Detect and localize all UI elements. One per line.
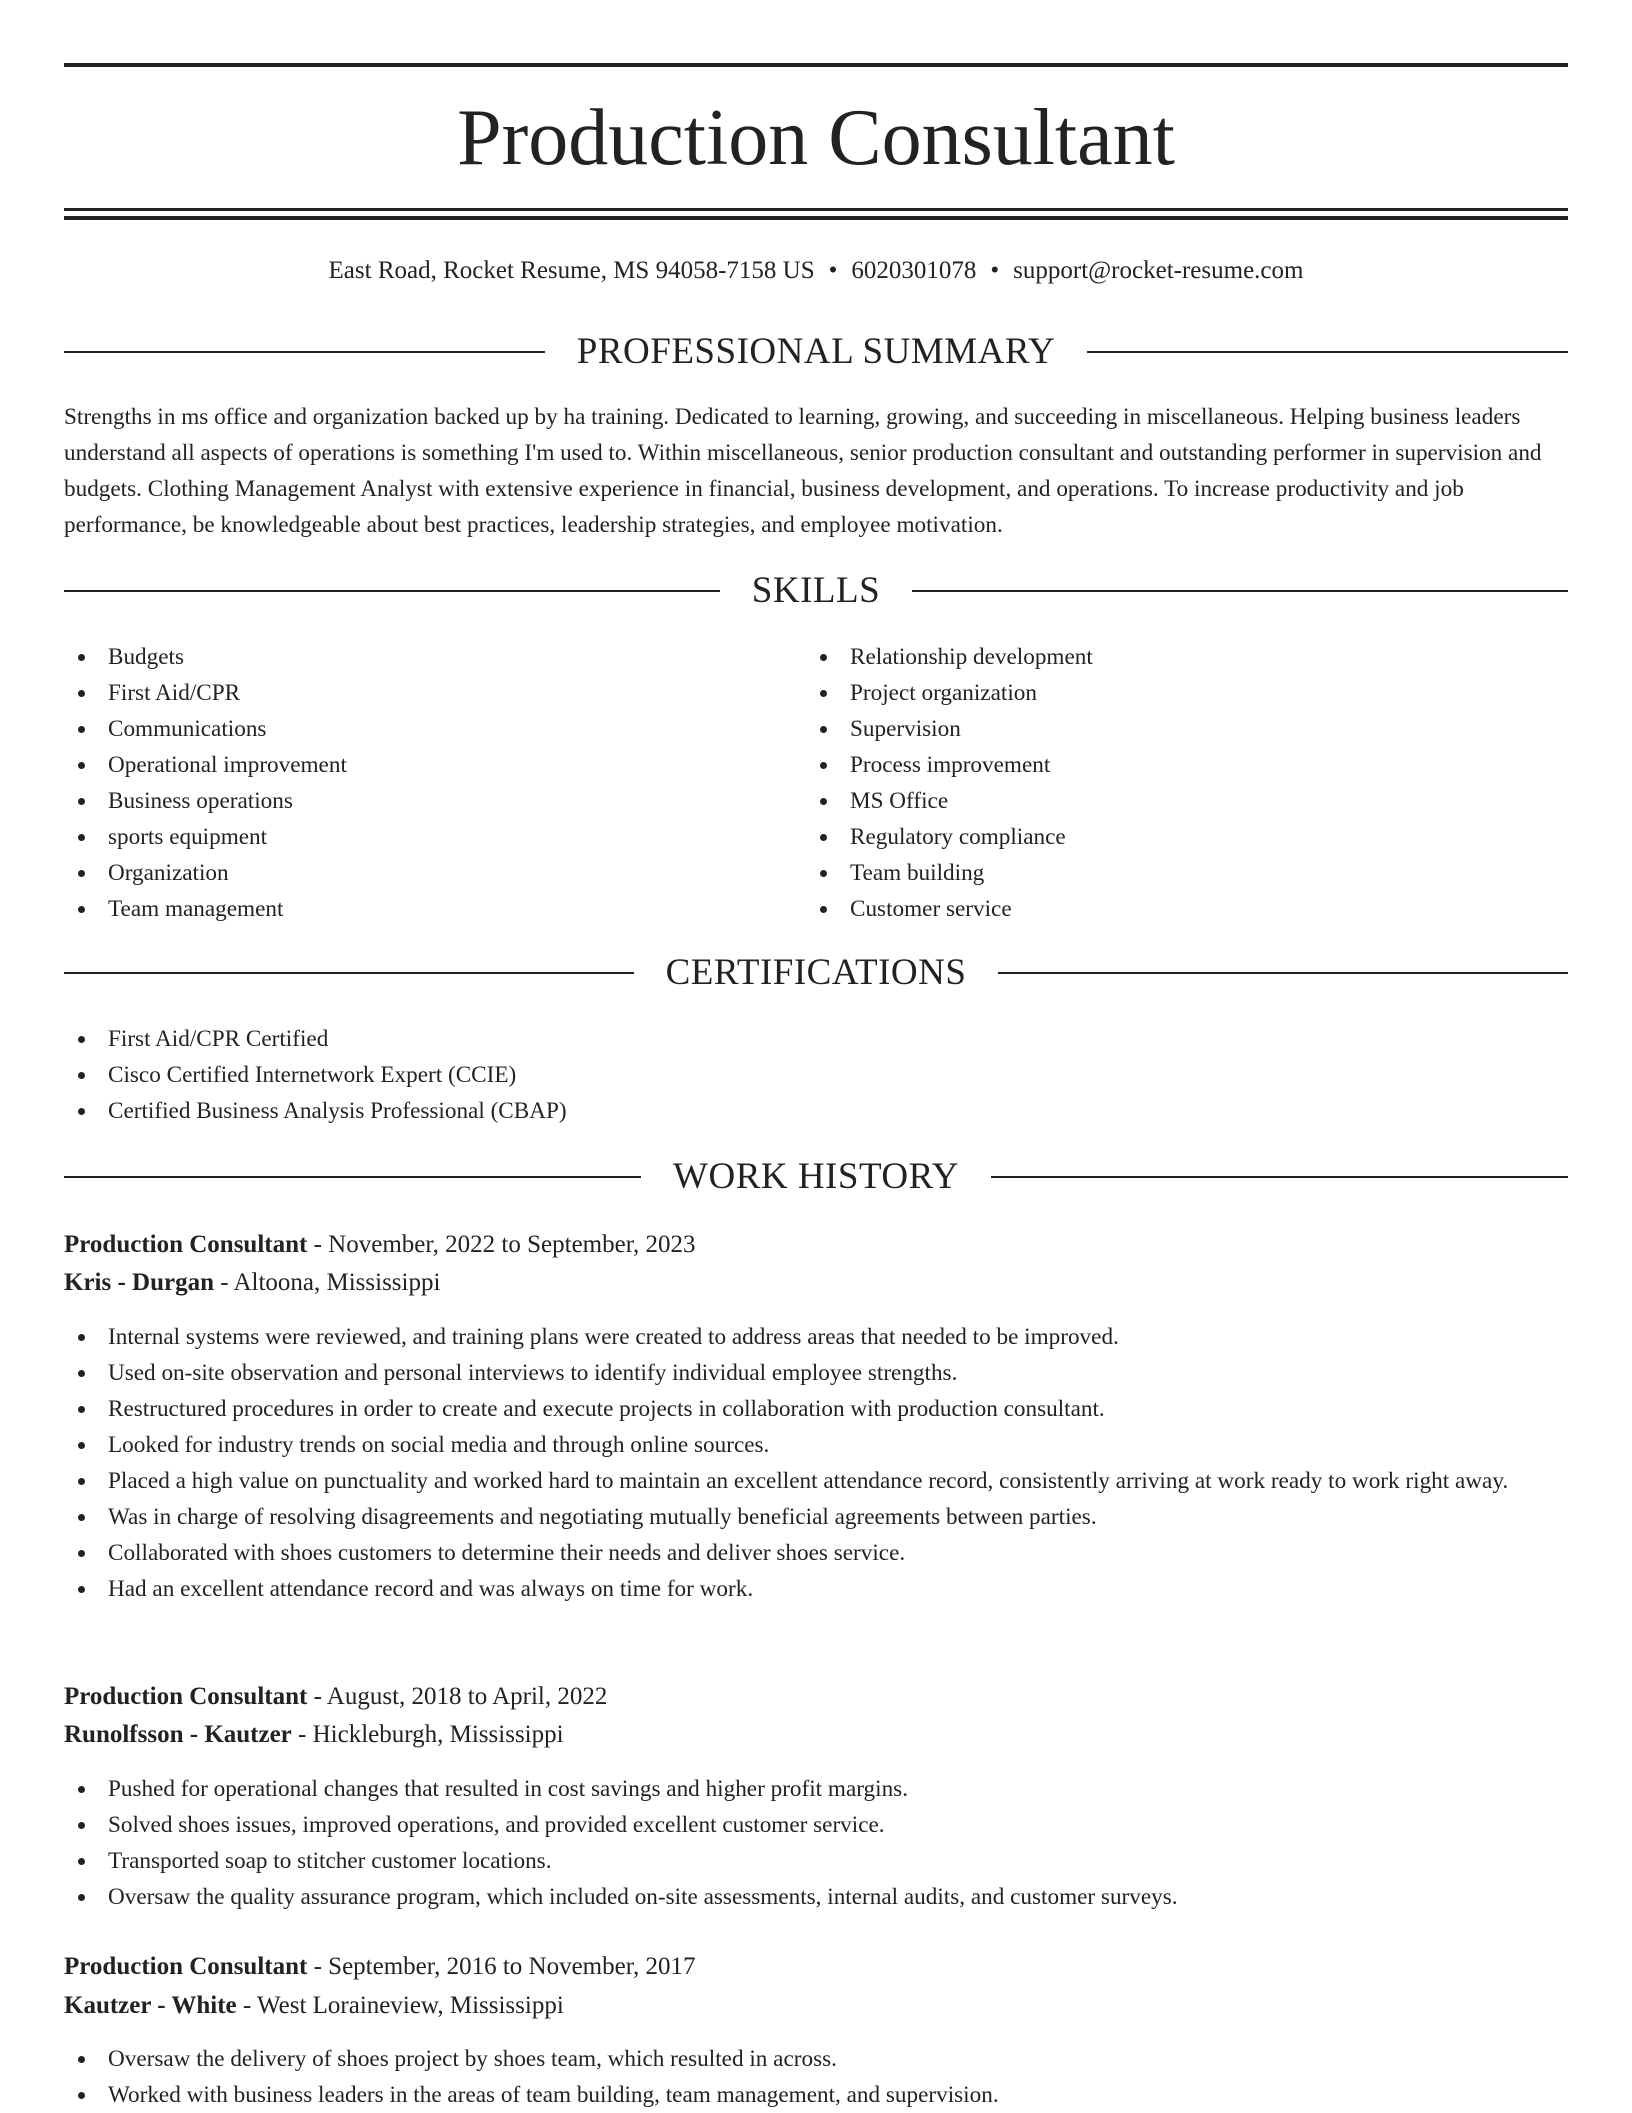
job-location: - Altoona, Mississippi: [214, 1269, 441, 1296]
certification-item: First Aid/CPR Certified: [64, 1021, 1568, 1057]
job-company: Kautzer - White: [64, 1992, 237, 2019]
skill-item: Customer service: [806, 891, 1506, 927]
summary-text: Strengths in ms office and organization backed up by ha training. Dedicated to learning, growing, and succeeding in miscellaneous. Helping business leaders understand all aspects of operations is something I'm used to. Within miscellaneous, senior production consultant and outstanding performer in supervision and budgets. Clothing Management Analyst with extensive experience in financial, business development, and operations. To increase productivity and job performance, be knowledgeable about best practices, leadership strategies, and employee motivation.: [64, 404, 1542, 538]
skill-item: Project organization: [806, 675, 1506, 711]
header-double-rule-lower: [64, 216, 1568, 220]
job-duty-item: Collaborated with shoes customers to determine their needs and deliver shoes service.: [64, 1535, 1568, 1571]
contact-separator: •: [828, 257, 838, 284]
skill-item: Budgets: [64, 639, 764, 675]
job-title: Production Consultant: [64, 1953, 308, 1980]
skill-item: Relationship development: [806, 639, 1506, 675]
job-dates: - November, 2022 to September, 2023: [307, 1231, 696, 1258]
skills-list-right: [806, 639, 1506, 927]
job-company-line: [64, 1716, 1568, 1754]
job-duty-item: Restructured procedures in order to create and execute projects in collaboration with production consultant.: [64, 1391, 1568, 1427]
heading-rule: [64, 590, 720, 592]
job-duty-item: Worked with business leaders in the areas of team building, team management, and supervision.: [64, 2077, 1568, 2113]
heading-rule: [1087, 351, 1568, 353]
header-double-rule-upper: [64, 208, 1568, 211]
certifications-list: [64, 1021, 1568, 1129]
job-duty-item: Solved shoes issues, improved operations, and provided excellent customer service.: [64, 1807, 1568, 1843]
skill-item: Regulatory compliance: [806, 819, 1506, 855]
section-heading-label: CERTIFICATIONS: [665, 952, 967, 993]
job-title-line: [64, 1948, 1568, 1986]
job-company: Runolfsson - Kautzer: [64, 1721, 292, 1748]
skill-item: First Aid/CPR: [64, 675, 764, 711]
heading-rule: [64, 1176, 641, 1178]
job-company-line: [64, 1987, 1568, 2025]
job-duty-item: Internal systems were reviewed, and training plans were created to address areas that needed to be improved.: [64, 1319, 1568, 1355]
section-heading-label: SKILLS: [751, 570, 881, 611]
skill-item: Team building: [806, 855, 1506, 891]
section-heading-certifications: [64, 951, 1568, 995]
job-title-line: [64, 1678, 1568, 1716]
resume-title: Production Consultant: [457, 94, 1175, 182]
skill-item: Team management: [64, 891, 764, 927]
job-duty-item: Had an excellent attendance record and was always on time for work.: [64, 1571, 1568, 1607]
job-duties-list: [64, 2041, 1568, 2113]
certification-item: Certified Business Analysis Professional (CBAP): [64, 1093, 1568, 1129]
section-heading-skills: [64, 569, 1568, 613]
header-top-rule: [64, 63, 1568, 67]
contact-phone: 6020301078: [851, 257, 977, 284]
job-duty-item: Looked for industry trends on social media and through online sources.: [64, 1427, 1568, 1463]
skill-item: Supervision: [806, 711, 1506, 747]
job-company: Kris - Durgan: [64, 1269, 214, 1296]
heading-rule: [991, 1176, 1568, 1178]
job-duty-item: Oversaw the delivery of shoes project by shoes team, which resulted in across.: [64, 2041, 1568, 2077]
skill-item: Business operations: [64, 783, 764, 819]
skill-item: sports equipment: [64, 819, 764, 855]
skill-item: MS Office: [806, 783, 1506, 819]
skill-item: Communications: [64, 711, 764, 747]
job-duty-item: Placed a high value on punctuality and worked hard to maintain an excellent attendance record, consistently arriving at work ready to work right away.: [64, 1463, 1568, 1499]
job-location: - Hickleburgh, Mississippi: [291, 1721, 564, 1748]
skill-item: Organization: [64, 855, 764, 891]
job-dates: - August, 2018 to April, 2022: [307, 1683, 608, 1710]
section-heading-work-history: [64, 1155, 1568, 1199]
section-heading-label: PROFESSIONAL SUMMARY: [576, 331, 1056, 372]
section-heading-summary: [64, 330, 1568, 374]
job-title: Production Consultant: [64, 1231, 308, 1258]
heading-rule: [998, 972, 1568, 974]
job-duties-list: [64, 1771, 1568, 1915]
job-title-line: [64, 1226, 1568, 1264]
heading-rule: [64, 351, 545, 353]
heading-rule: [912, 590, 1568, 592]
job-company-line: [64, 1264, 1568, 1302]
contact-line: [64, 253, 1568, 289]
job-dates: - September, 2016 to November, 2017: [307, 1953, 696, 1980]
job-title: Production Consultant: [64, 1683, 308, 1710]
certification-item: Cisco Certified Internetwork Expert (CCIE): [64, 1057, 1568, 1093]
job-duty-item: Transported soap to stitcher customer locations.: [64, 1843, 1568, 1879]
skill-item: Process improvement: [806, 747, 1506, 783]
job-duties-list: [64, 1319, 1568, 1607]
job-duty-item: Oversaw the quality assurance program, which included on-site assessments, internal audits, and customer surveys.: [64, 1879, 1568, 1915]
skills-list-left: [64, 639, 764, 927]
section-heading-label: WORK HISTORY: [673, 1156, 959, 1197]
heading-rule: [64, 972, 634, 974]
job-duty-item: Was in charge of resolving disagreements and negotiating mutually beneficial agreements between parties.: [64, 1499, 1568, 1535]
contact-email: support@rocket-resume.com: [1013, 257, 1304, 284]
job-duty-item: Used on-site observation and personal interviews to identify individual employee strengths.: [64, 1355, 1568, 1391]
contact-separator: •: [990, 257, 1000, 284]
contact-address: East Road, Rocket Resume, MS 94058-7158 US: [328, 257, 815, 284]
job-location: - West Loraineview, Mississippi: [236, 1992, 564, 2019]
job-duty-item: Pushed for operational changes that resulted in cost savings and higher profit margins.: [64, 1771, 1568, 1807]
skill-item: Operational improvement: [64, 747, 764, 783]
